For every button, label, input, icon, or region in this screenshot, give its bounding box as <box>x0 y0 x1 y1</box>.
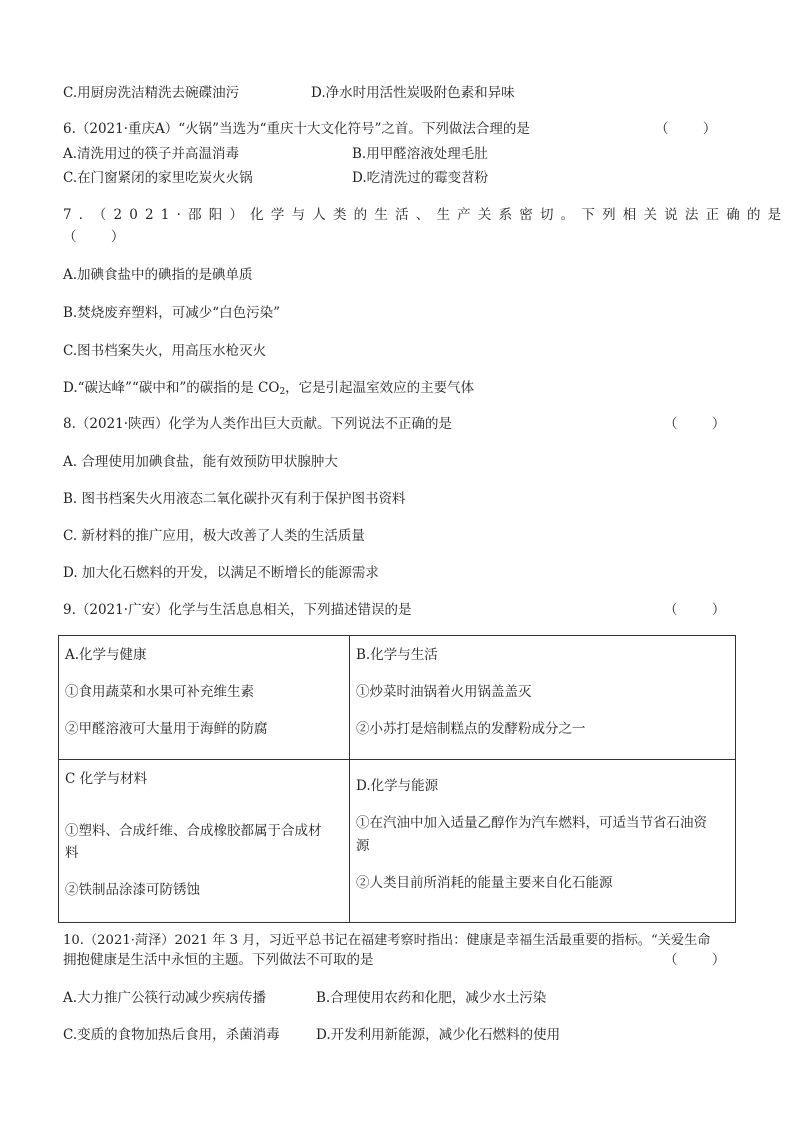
q10-option-c: C.变质的食物加热后食用，杀菌消毒 <box>63 1027 280 1043</box>
q9-cell-b-item-2: ②小苏打是焙制糕点的发酵粉成分之一 <box>356 721 586 737</box>
q9-cell-c <box>59 760 350 923</box>
q10-option-d: D.开发利用新能源，减少化石燃料的使用 <box>316 1027 561 1043</box>
q9-cell-c-item-1-line-2: 料 <box>65 845 79 861</box>
q10-stem-line-2: 拥抱健康是生活中永恒的主题。下列做法不可取的是 <box>63 952 374 968</box>
q9-cell-b <box>350 636 736 760</box>
q9-cell-c-title: C 化学与材料 <box>65 771 148 787</box>
q10-answer-paren: （ ） <box>664 952 726 968</box>
q9-cell-b-item-1: ①炒菜时油锅着火用锅盖盖灭 <box>356 684 532 700</box>
q9-cell-a <box>59 636 350 760</box>
q5-option-d: D.净水时用活性炭吸附色素和异味 <box>311 85 515 101</box>
q8-option-d: D. 加大化石燃料的开发，以满足不断增长的能源需求 <box>63 565 379 581</box>
q7-answer-paren: （ ） <box>63 229 125 245</box>
q9-cell-a-title: A.化学与健康 <box>65 647 147 663</box>
q6-option-b: B.用甲醛溶液处理毛肚 <box>352 146 488 162</box>
q10-option-b: B.合理使用农药和化肥，减少水土污染 <box>316 990 547 1006</box>
q10-option-a: A.大力推广公筷行动减少疾病传播 <box>63 990 267 1006</box>
q8-stem: 8.（2021·陕西）化学为人类作出巨大贡献。下列说法不正确的是 <box>63 416 453 432</box>
q6-answer-paren: （ ） <box>655 121 717 137</box>
q10-stem-line-1: 10.（2021·菏泽）2021 年 3 月，习近平总书记在福建考察时指出：健康是幸福生活最重要的指标。“关爱生命 <box>63 933 711 948</box>
q6-option-c: C.在门窗紧闭的家里吃炭火火锅 <box>63 170 253 186</box>
q7-option-d: D.“碳达峰”“碳中和”的碳指的是 $CO_2$，它是引起温室效应的主要气体 <box>63 380 475 397</box>
q6-option-d: D.吃清洗过的霉变苕粉 <box>352 170 489 186</box>
q8-option-b: B. 图书档案失火用液态二氧化碳扑灭有利于保护图书资料 <box>63 491 406 507</box>
q6-stem: 6.（2021·重庆A）“火锅”当选为“重庆十大文化符号”之首。下列做法合理的是 <box>63 121 530 137</box>
q9-stem: 9.（2021·广安）化学与生活息息相关，下列描述错误的是 <box>63 602 412 618</box>
q9-cell-d-item-2: ②人类目前所消耗的能量主要来自化石能源 <box>356 875 613 891</box>
q8-option-a: A. 合理使用加碘食盐，能有效预防甲状腺肿大 <box>63 454 338 470</box>
q9-cell-d <box>350 760 736 923</box>
q8-option-c: C. 新材料的推广应用，极大改善了人类的生活质量 <box>63 528 365 544</box>
q9-cell-a-item-2: ②甲醛溶液可大量用于海鲜的防腐 <box>65 721 268 737</box>
q9-cell-d-title: D.化学与能源 <box>356 778 439 794</box>
q7-option-c: C.图书档案失火，用高压水枪灭火 <box>63 343 267 359</box>
q9-cell-c-item-2: ②铁制品涂漆可防锈蚀 <box>65 882 200 898</box>
q9-cell-d-item-1-line-1: ①在汽油中加入适量乙醇作为汽车燃料，可适当节省石油资 <box>356 815 707 831</box>
q6-option-a: A.清洗用过的筷子并高温消毒 <box>63 146 240 162</box>
q9-cell-c-item-1-line-1: ①塑料、合成纤维、合成橡胶都属于合成材 <box>65 823 322 839</box>
q9-cell-d-item-1-line-2: 源 <box>356 838 370 854</box>
q7-option-a: A.加碘食盐中的碘指的是碘单质 <box>63 267 253 283</box>
q9-cell-b-title: B.化学与生活 <box>356 647 438 663</box>
q9-cell-a-item-1: ①食用蔬菜和水果可补充维生素 <box>65 684 254 700</box>
q9-options-table <box>58 635 736 923</box>
q7-stem: 7．（2021·邵阳）化学与人类的生活、生产关系密切。下列相关说法正确的是 <box>63 207 789 223</box>
q9-answer-paren: （ ） <box>664 602 726 618</box>
q8-answer-paren: （ ） <box>664 416 726 432</box>
q5-option-c: C.用厨房洗洁精洗去碗碟油污 <box>63 85 240 101</box>
q7-option-b: B.焚烧废弃塑料，可减少“白色污染” <box>63 305 281 321</box>
